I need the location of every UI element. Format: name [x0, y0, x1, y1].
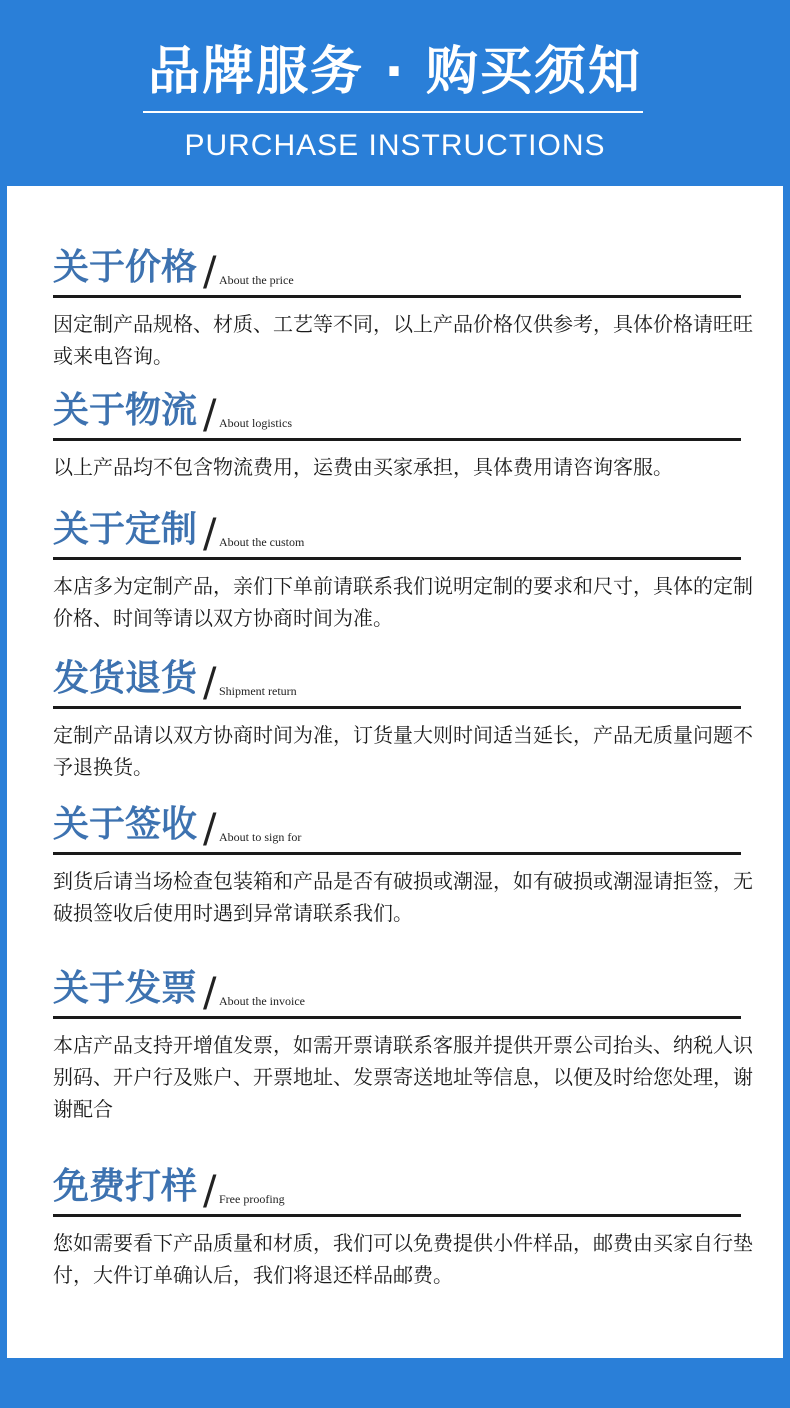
section-header: [53, 653, 743, 709]
section-subtitle: About logistics: [219, 416, 293, 430]
section-rule: [53, 557, 741, 560]
section-subtitle: About the custom: [219, 535, 305, 549]
section-rule: [53, 706, 741, 709]
section-body: 您如需要看下产品质量和材质，我们可以免费提供小件样品，邮费由买家自行垫付，大件订单确认后，我们将退还样品邮费。: [53, 1231, 753, 1287]
section-header: [53, 385, 743, 441]
slash-divider: /: [203, 1168, 217, 1214]
section-body: 到货后请当场检查包装箱和产品是否有破损或潮湿，如有破损或潮湿请拒签，无破损签收后使用时遇到异常请联系我们。: [53, 869, 753, 925]
section-header: [53, 1161, 743, 1217]
title-divider: [143, 111, 643, 113]
slash-divider: /: [203, 392, 217, 438]
section-price: [53, 242, 753, 372]
section-title: 关于发票: [53, 968, 198, 1009]
header-banner: [0, 0, 790, 186]
section-proofing: [53, 1161, 753, 1291]
section-shipment: [53, 653, 753, 783]
slash-divider: /: [203, 660, 217, 706]
section-body: 本店产品支持开增值发票，如需开票请联系客服并提供开票公司抬头、纳税人识别码、开户行及账户、开票地址、发票寄送地址等信息，以便及时给您处理，谢谢配合: [53, 1033, 753, 1121]
section-title: 发货退货: [53, 658, 198, 699]
section-sign: [53, 799, 753, 929]
section-rule: [53, 438, 741, 441]
section-header: [53, 504, 743, 560]
section-subtitle: Shipment return: [219, 684, 297, 698]
section-invoice: [53, 963, 753, 1125]
slash-divider: /: [203, 249, 217, 295]
section-title: 关于定制: [53, 509, 198, 550]
section-header: [53, 799, 743, 855]
page-title: 品牌服务 · 购买须知: [148, 42, 642, 102]
section-custom: [53, 504, 753, 634]
slash-divider: /: [203, 806, 217, 852]
section-title: 关于价格: [53, 247, 198, 288]
slash-divider: /: [203, 511, 217, 557]
content-panel: [7, 186, 783, 1358]
page-subtitle: PURCHASE INSTRUCTIONS: [184, 129, 606, 162]
section-subtitle: About the invoice: [219, 994, 305, 1008]
section-title: 关于签收: [53, 804, 198, 845]
section-logistics: [53, 385, 743, 483]
section-subtitle: About the price: [219, 273, 294, 287]
section-body: 以上产品均不包含物流费用，运费由买家承担，具体费用请咨询客服。: [53, 455, 673, 479]
section-rule: [53, 1016, 741, 1019]
section-rule: [53, 852, 741, 855]
section-body: 因定制产品规格、材质、工艺等不同，以上产品价格仅供参考，具体价格请旺旺或来电咨询。: [53, 312, 753, 368]
section-rule: [53, 1214, 741, 1217]
section-subtitle: Free proofing: [219, 1192, 285, 1206]
section-title: 关于物流: [53, 390, 198, 431]
section-header: [53, 963, 743, 1019]
section-body: 定制产品请以双方协商时间为准，订货量大则时间适当延长，产品无质量问题不予退换货。: [53, 723, 753, 779]
section-header: [53, 242, 743, 298]
section-title: 免费打样: [53, 1166, 198, 1207]
section-rule: [53, 295, 741, 298]
section-body: 本店多为定制产品，亲们下单前请联系我们说明定制的要求和尺寸，具体的定制价格、时间等请以双方协商时间为准。: [53, 574, 753, 630]
section-subtitle: About to sign for: [219, 830, 302, 844]
slash-divider: /: [203, 970, 217, 1016]
